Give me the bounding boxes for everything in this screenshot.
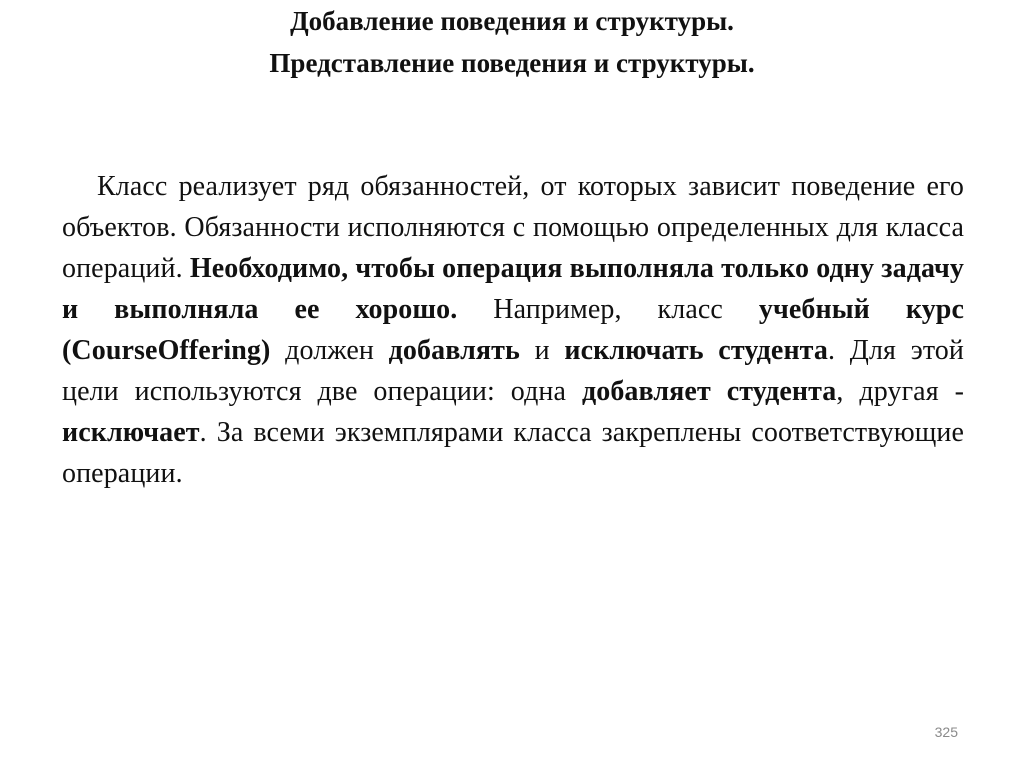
text-segment: . Для этой цели используются две операции: одна (62, 335, 964, 407)
text-segment: должен (270, 335, 389, 366)
text-segment: и (519, 335, 565, 366)
slide-title (0, 0, 1024, 84)
bold-segment: исключает (62, 417, 200, 448)
bold-segment: добавляет студента (581, 376, 837, 407)
bold-segment: Необходимо, чтобы операция выполняла только одну задачу и выполняла ее хорошо. (62, 253, 964, 325)
text-segment: Класс реализует ряд обязанностей, от которых зависит поведение его объектов. Обязанности исполняются с помощью определенных для класса операций. (62, 171, 964, 284)
bold-segment: учебный курс (CourseOffering) (62, 294, 964, 366)
bold-segment: исключать студента (564, 335, 828, 366)
title-line-1: Добавление поведения и структуры. (290, 6, 734, 36)
bold-segment: добавлять (388, 335, 520, 366)
text-segment: . За всеми экземплярами класса закреплены соответствующие операции. (62, 417, 964, 489)
text-segment: , другая - (836, 376, 964, 407)
body-paragraph (62, 166, 964, 494)
page-number: 325 (934, 724, 958, 740)
text-segment: Например, класс (457, 294, 759, 325)
title-line-2: Представление поведения и структуры. (269, 48, 755, 78)
